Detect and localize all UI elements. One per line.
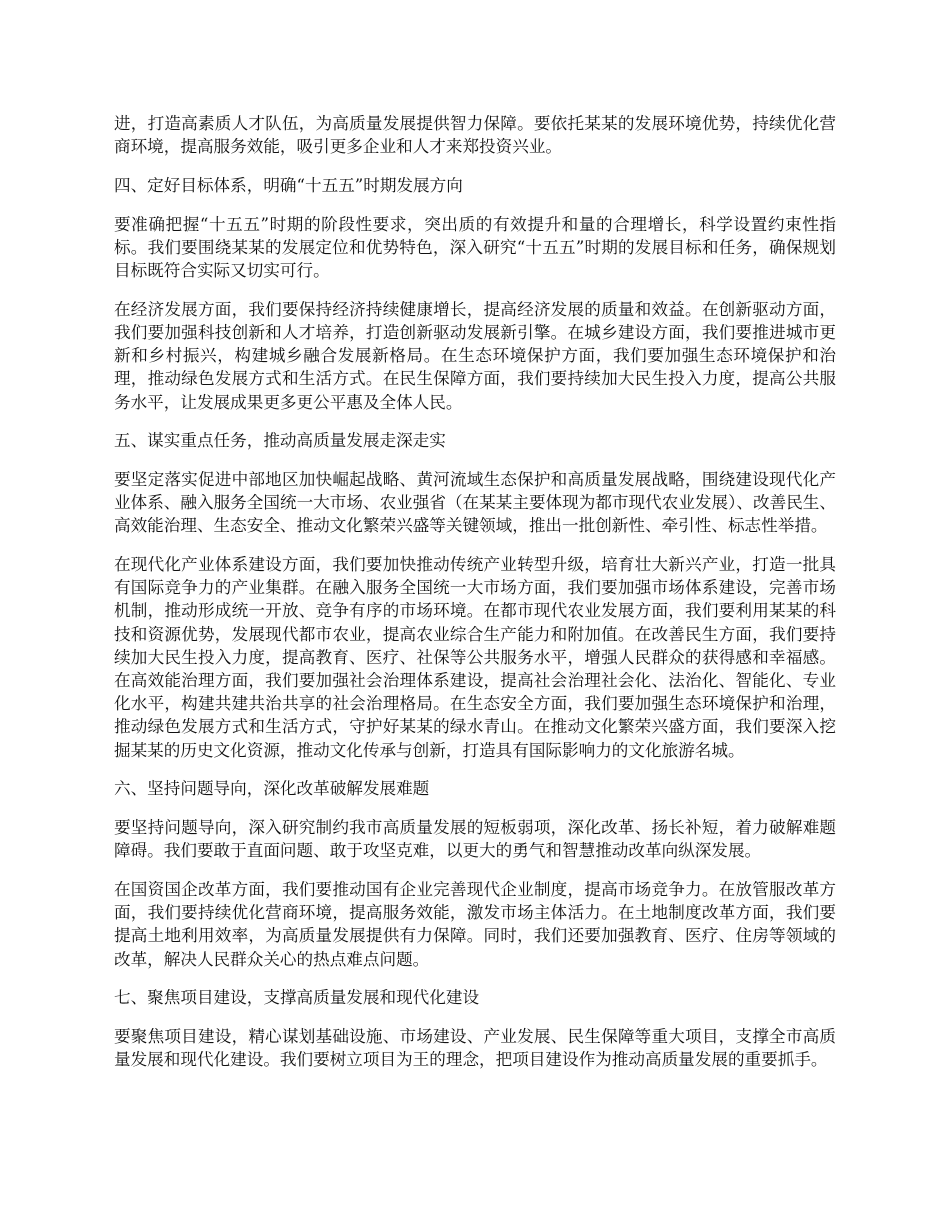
paragraph-key-tasks-detail: 在现代化产业体系建设方面，我们要加快推动传统产业转型升级，培育壮大新兴产业，打造一批具有国际竞争力的产业集群。在融入服务全国统一大市场方面，我们要加强市场体系建设，完善市场机制，推动形成统一开放、竞争有序的市场环境。在都市现代农业发展方面，我们要利用某某的科技和资源优势，发展现代都市农业，提高农业综合生产能力和附加值。在改善民生方面，我们要持续加大民生投入力度，提高教育、医疗、社保等公共服务水平，增强人民群众的获得感和幸福感。在高效能治理方面，我们要加强社会治理体系建设，提高社会治理社会化、法治化、智能化、专业化水平，构建共建共治共享的社会治理格局。在生态安全方面，我们要加强生态环境保护和治理，推动绿色发展方式和生活方式，守护好某某的绿水青山。在推动文化繁荣兴盛方面，我们要深入挖掘某某的历史文化资源，推动文化传承与创新，打造具有国际影响力的文化旅游名城。: [114, 555, 836, 760]
paragraph-talent-environment: 进，打造高素质人才队伍，为高质量发展提供智力保障。要依托某某的发展环境优势，持续优化营商环境，提高服务效能，吸引更多企业和人才来郑投资兴业。: [114, 114, 836, 157]
paragraph-project-construction: 要聚焦项目建设，精心谋划基础设施、市场建设、产业发展、民生保障等重大项目，支撑全市高质量发展和现代化建设。我们要树立项目为王的理念，把项目建设作为推动高质量发展的重要抓手。: [114, 1027, 836, 1070]
paragraph-development-aspects: 在经济发展方面，我们要保持经济持续健康增长，提高经济发展的质量和效益。在创新驱动方面，我们要加强科技创新和人才培养，打造创新驱动发展新引擎。在城乡建设方面，我们要推进城市更新和乡村振兴，构建城乡融合发展新格局。在生态环境保护方面，我们要加强生态环境保护和治理，推动绿色发展方式和生活方式。在民生保障方面，我们要持续加大民生投入力度，提高公共服务水平，让发展成果更多更公平惠及全体人民。: [114, 299, 836, 412]
section-heading-7: 七、聚焦项目建设，支撑高质量发展和现代化建设: [114, 988, 480, 1008]
paragraph-target-system: 要准确把握“十五五”时期的阶段性要求，突出质的有效提升和量的合理增长，科学设置约束性指标。我们要围绕某某的发展定位和优势特色，深入研究“十五五”时期的发展目标和任务，确保规划目标既符合实际又切实可行。: [114, 214, 836, 281]
section-heading-5: 五、谋实重点任务，推动高质量发展走深走实: [114, 431, 446, 451]
paragraph-reform-areas: 在国资国企改革方面，我们要推动国有企业完善现代企业制度，提高市场竞争力。在放管服改革方面，我们要持续优化营商环境，提高服务效能，激发市场主体活力。在土地制度改革方面，我们要提高土地利用效率，为高质量发展提供有力保障。同时，我们还要加强教育、医疗、住房等领域的改革，解决人民群众关心的热点难点问题。: [114, 879, 836, 969]
paragraph-problem-orientation: 要坚持问题导向，深入研究制约我市高质量发展的短板弱项，深化改革、扬长补短，着力破解难题障碍。我们要敢于直面问题、敢于攻坚克难，以更大的勇气和智慧推动改革向纵深发展。: [114, 818, 836, 861]
section-heading-4: 四、定好目标体系，明确“十五五”时期发展方向: [114, 175, 463, 195]
section-heading-6: 六、坚持问题导向，深化改革破解发展难题: [114, 779, 430, 799]
paragraph-key-strategies: 要坚定落实促进中部地区加快崛起战略、黄河流域生态保护和高质量发展战略，围绕建设现代化产业体系、融入服务全国统一大市场、农业强省（在某某主要体现为都市现代农业发展）、改善民生、高效能治理、生态安全、推动文化繁荣兴盛等关键领域，推出一批创新性、牵引性、标志性举措。: [114, 469, 836, 536]
